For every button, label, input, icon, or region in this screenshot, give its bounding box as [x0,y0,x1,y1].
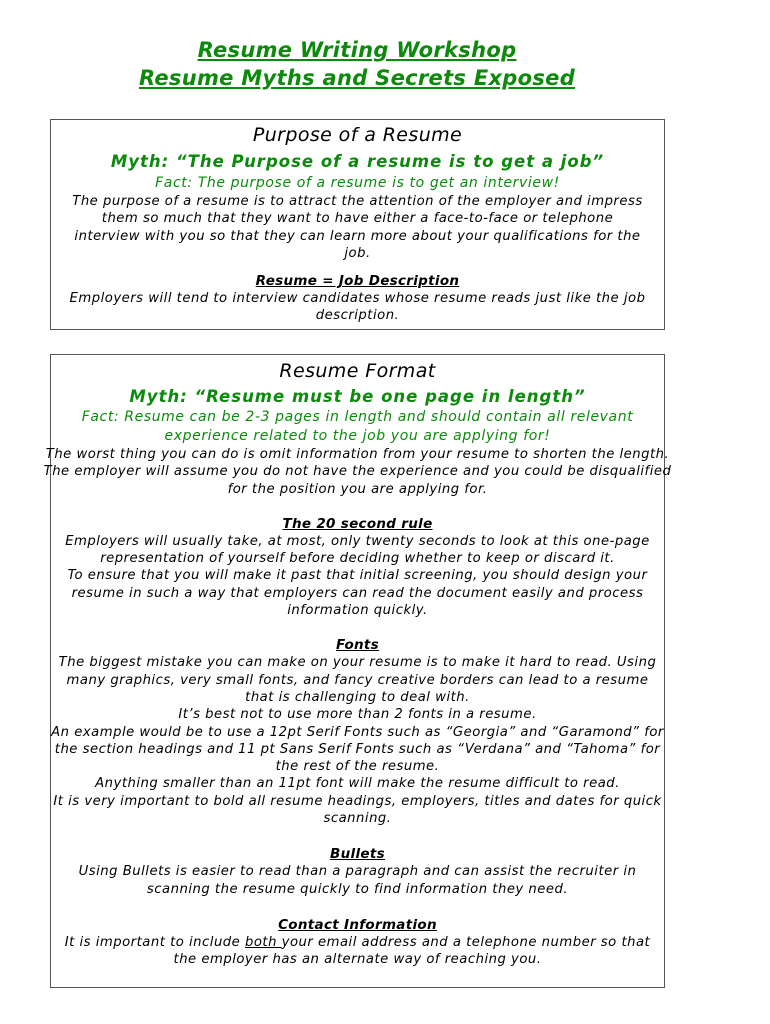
twenty-second-rule-body-1: Employers will usually take, at most, only twenty seconds to look at this one-page representation of yourself before deciding whether to keep or discard it. [65,533,650,567]
purpose-fact: Fact: The purpose of a resume is to get an interview! [155,175,560,191]
workshop-title: Resume Writing Workshop [197,38,517,62]
twenty-second-rule-body-2: To ensure that you will make it past that initial screening, you should design your resume in such a way that employers can read the document easily and process information quickly. [67,568,648,619]
bullets-body: Using Bullets is easier to read than a paragraph and can assist the recruiter in scanning the resume quickly to find information they need. [78,864,637,897]
purpose-section-box [50,119,665,330]
fonts-paragraph-2: It’s best not to use more than 2 fonts in a resume. [178,707,537,723]
fonts-paragraph-3: An example would be to use a 12pt Serif Fonts such as “Georgia” and “Garamond” for the section headings and 11 pt Sans Serif Fonts such as “Verdana” and “Tahoma” for the rest of the resume. [51,724,664,775]
format-body: The worst thing you can do is omit information from your resume to shorten the length. The employer will assume you do not have the experience and you could be disqualified for the position you are applying for. [43,447,672,497]
contact-information-body [51,934,664,969]
purpose-heading: Purpose of a Resume [252,124,463,146]
bullets-heading: Bullets [330,846,385,863]
contact-emphasis-both: both [244,934,282,950]
contact-text-end: your email address and a telephone number so that the employer has an alternate way of reaching you. [173,934,651,968]
twenty-second-rule-heading: The 20 second rule [282,515,433,532]
purpose-body: The purpose of a resume is to attract the attention of the employer and impress them so much that they want to have either a face-to-face or telephone interview with you so that they can learn more about your qualifications for the job. [72,194,643,261]
fonts-paragraph-5: It is very important to bold all resume headings, employers, titles and dates for quick scanning. [53,793,662,827]
format-section-box [43,354,672,988]
contact-information-heading: Contact Information [278,916,437,933]
format-myth: Myth: “Resume must be one page in length” [129,387,586,406]
document-header [0,36,714,92]
workshop-subtitle: Resume Myths and Secrets Exposed [138,66,576,90]
format-heading: Resume Format [279,360,436,382]
purpose-myth: Myth: “The Purpose of a resume is to get a job” [110,152,605,171]
fonts-paragraph-4: Anything smaller than an 11pt font will make the resume difficult to read. [95,776,620,792]
job-description-heading: Resume = Job Description [255,273,460,290]
format-fact: Fact: Resume can be 2-3 pages in length and should contain all relevant experience related to the job you are applying for! [81,409,634,444]
fonts-heading: Fonts [335,637,380,654]
job-description-body: Employers will tend to interview candidates whose resume reads just like the job description. [69,291,646,324]
contact-text-start: It is important to include [64,934,245,950]
fonts-paragraph-1: The biggest mistake you can make on your resume is to make it hard to read. Using many graphics, very small fonts, and fancy creative borders can lead to a resume that is challenging to deal with. [58,655,657,705]
